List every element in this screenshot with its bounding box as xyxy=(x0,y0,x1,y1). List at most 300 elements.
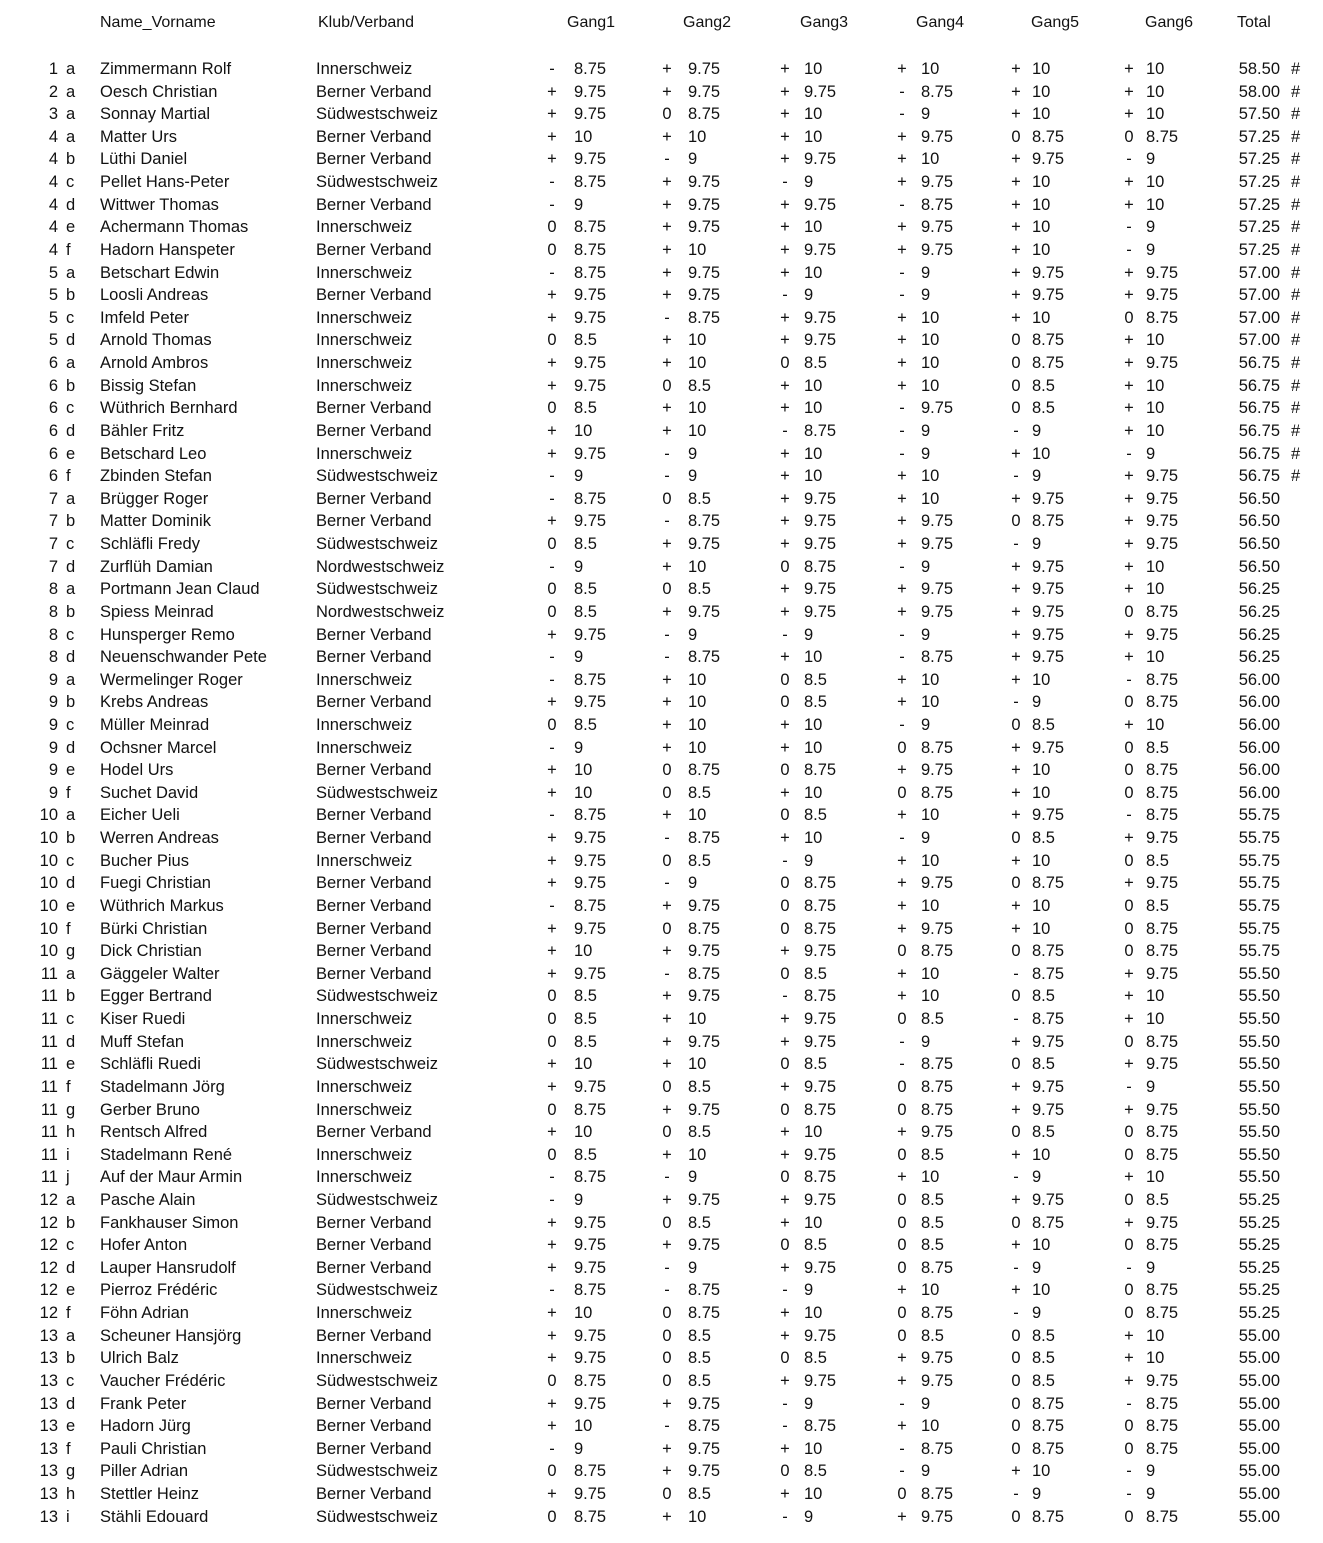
total-cell: 56.75 xyxy=(1238,399,1280,418)
qualification-mark-cell: # xyxy=(1291,173,1301,192)
gang1-points-cell: 9 xyxy=(574,557,584,576)
gang6-points-cell: 8.75 xyxy=(1146,670,1179,689)
gang1-result-cell: - xyxy=(549,173,555,192)
name-cell: Hadorn Jürg xyxy=(100,1417,191,1436)
gang2-points-cell: 9 xyxy=(688,1258,698,1277)
name-cell: Zbinden Stefan xyxy=(100,467,212,486)
name-cell: Kiser Ruedi xyxy=(100,1010,186,1029)
header-name: Name_Vorname xyxy=(100,14,216,31)
gang5-result-cell: + xyxy=(1011,1145,1021,1164)
gang3-result-cell: + xyxy=(780,489,790,508)
rank-cell: 8 xyxy=(48,580,58,599)
gang5-points-cell: 10 xyxy=(1032,105,1051,124)
gang1-result-cell: - xyxy=(549,1281,555,1300)
gang3-result-cell: + xyxy=(780,783,790,802)
gang4-points-cell: 9.75 xyxy=(921,919,954,938)
gang1-result-cell: + xyxy=(547,783,557,802)
gang2-result-cell: + xyxy=(662,173,672,192)
total-cell: 55.00 xyxy=(1238,1349,1280,1368)
rank-cell: 8 xyxy=(48,602,58,621)
gang3-points-cell: 10 xyxy=(804,444,823,463)
gang6-points-cell: 8.5 xyxy=(1146,1191,1169,1209)
gang4-points-cell: 8.5 xyxy=(921,1236,944,1255)
gang3-points-cell: 9.75 xyxy=(804,240,837,259)
total-cell: 55.00 xyxy=(1238,1439,1280,1458)
gang5-points-cell: 9.75 xyxy=(1032,580,1065,599)
rank-cell: 11 xyxy=(40,1145,58,1164)
gang5-points-cell: 10 xyxy=(1032,82,1051,101)
name-cell: Wermelinger Roger xyxy=(100,670,243,689)
rank-suffix-cell: b xyxy=(66,376,76,395)
gang2-points-cell: 8.75 xyxy=(688,648,721,667)
gang5-result-cell: + xyxy=(1011,105,1021,124)
gang6-points-cell: 9.75 xyxy=(1146,489,1179,508)
table-row xyxy=(0,1460,1323,1483)
gang6-result-cell: + xyxy=(1124,1168,1134,1187)
club-cell: Innerschweiz xyxy=(316,376,413,395)
rank-cell: 9 xyxy=(48,761,58,780)
gang5-points-cell: 8.75 xyxy=(1032,1507,1065,1526)
name-cell: Pasche Alain xyxy=(100,1191,196,1209)
gang3-points-cell: 10 xyxy=(804,376,823,395)
gang1-points-cell: 8.5 xyxy=(574,987,597,1006)
gang1-points-cell: 10 xyxy=(574,761,593,780)
gang1-result-cell: + xyxy=(547,512,557,531)
gang3-points-cell: 9.75 xyxy=(804,1191,837,1209)
gang3-points-cell: 9.75 xyxy=(804,150,837,169)
gang1-points-cell: 9.75 xyxy=(574,1326,607,1345)
gang4-points-cell: 9.75 xyxy=(921,874,954,893)
gang5-points-cell: 8.75 xyxy=(1032,1394,1065,1413)
gang5-result-cell: + xyxy=(1011,1236,1021,1255)
gang4-result-cell: + xyxy=(897,60,907,78)
gang4-points-cell: 9.75 xyxy=(921,512,954,531)
gang6-points-cell: 9.75 xyxy=(1146,625,1179,644)
gang3-points-cell: 10 xyxy=(804,467,823,486)
gang1-points-cell: 9.75 xyxy=(574,919,607,938)
gang5-points-cell: 8.5 xyxy=(1032,1349,1055,1368)
table-row xyxy=(0,1212,1323,1235)
qualification-mark-cell: # xyxy=(1291,421,1301,440)
rank-cell: 6 xyxy=(48,421,58,440)
gang1-result-cell: + xyxy=(547,1485,557,1504)
club-cell: Innerschweiz xyxy=(316,354,413,373)
rank-suffix-cell: d xyxy=(66,557,76,576)
rank-suffix-cell: h xyxy=(66,1123,76,1142)
gang2-result-cell: + xyxy=(662,421,672,440)
gang2-points-cell: 8.5 xyxy=(688,1349,711,1368)
gang4-result-cell: 0 xyxy=(897,1485,907,1504)
gang3-points-cell: 9 xyxy=(804,625,814,644)
gang3-points-cell: 9.75 xyxy=(804,308,837,327)
gang5-points-cell: 9.75 xyxy=(1032,1077,1065,1096)
gang1-points-cell: 8.75 xyxy=(574,1168,607,1187)
name-cell: Muff Stefan xyxy=(100,1032,185,1051)
gang4-result-cell: - xyxy=(899,195,905,214)
total-cell: 57.00 xyxy=(1238,263,1280,282)
club-cell: Innerschweiz xyxy=(316,715,413,734)
gang1-result-cell: 0 xyxy=(547,1507,557,1526)
gang1-points-cell: 9.75 xyxy=(574,1213,607,1232)
gang1-points-cell: 10 xyxy=(574,421,593,440)
club-cell: Berner Verband xyxy=(316,1417,432,1436)
gang3-result-cell: - xyxy=(782,1281,788,1300)
name-cell: Vaucher Frédéric xyxy=(100,1371,226,1390)
gang4-points-cell: 10 xyxy=(921,354,940,373)
gang4-result-cell: + xyxy=(897,535,907,554)
gang1-points-cell: 9.75 xyxy=(574,354,607,373)
gang6-result-cell: + xyxy=(1124,987,1134,1006)
name-cell: Stähli Edouard xyxy=(100,1507,209,1526)
gang2-points-cell: 9.75 xyxy=(688,942,721,961)
rank-suffix-cell: d xyxy=(66,195,76,214)
gang1-result-cell: + xyxy=(547,354,557,373)
rank-suffix-cell: c xyxy=(66,308,75,327)
gang6-result-cell: + xyxy=(1124,1349,1134,1368)
gang2-points-cell: 9.75 xyxy=(688,602,721,621)
gang5-points-cell: 8.75 xyxy=(1032,1010,1065,1029)
gang6-points-cell: 10 xyxy=(1146,421,1165,440)
table-row xyxy=(0,601,1323,624)
rank-cell: 8 xyxy=(48,648,58,667)
rank-suffix-cell: a xyxy=(66,1191,76,1209)
name-cell: Gäggeler Walter xyxy=(100,964,220,983)
gang6-result-cell: + xyxy=(1124,580,1134,599)
total-cell: 55.50 xyxy=(1238,964,1280,983)
gang6-result-cell: 0 xyxy=(1124,1507,1134,1526)
name-cell: Lüthi Daniel xyxy=(100,150,188,169)
table-row xyxy=(0,669,1323,692)
gang5-points-cell: 10 xyxy=(1032,783,1051,802)
name-cell: Wüthrich Bernhard xyxy=(100,399,238,418)
gang6-points-cell: 8.75 xyxy=(1146,1304,1179,1323)
table-row xyxy=(0,1166,1323,1189)
gang3-points-cell: 8.75 xyxy=(804,1100,837,1119)
gang5-points-cell: 9.75 xyxy=(1032,648,1065,667)
club-cell: Innerschweiz xyxy=(316,331,413,350)
gang4-result-cell: + xyxy=(897,376,907,395)
gang4-points-cell: 8.5 xyxy=(921,1010,944,1029)
gang2-result-cell: + xyxy=(662,127,672,146)
gang2-result-cell: + xyxy=(662,1055,672,1074)
gang2-points-cell: 10 xyxy=(688,715,707,734)
total-cell: 55.50 xyxy=(1238,1145,1280,1164)
qualification-mark-cell: # xyxy=(1291,195,1301,214)
gang1-result-cell: - xyxy=(549,60,555,78)
gang1-result-cell: + xyxy=(547,693,557,712)
rank-suffix-cell: e xyxy=(66,761,76,780)
rank-suffix-cell: b xyxy=(66,829,76,848)
gang5-result-cell: + xyxy=(1011,218,1021,237)
table-row xyxy=(0,420,1323,443)
gang1-points-cell: 9.75 xyxy=(574,693,607,712)
total-cell: 56.00 xyxy=(1238,715,1280,734)
rank-cell: 13 xyxy=(39,1417,58,1436)
gang1-result-cell: + xyxy=(547,308,557,327)
gang4-points-cell: 10 xyxy=(921,806,940,825)
table-row xyxy=(0,1325,1323,1348)
gang2-result-cell: + xyxy=(662,1236,672,1255)
name-cell: Föhn Adrian xyxy=(100,1304,189,1323)
gang1-result-cell: + xyxy=(547,1394,557,1413)
gang2-result-cell: + xyxy=(662,557,672,576)
gang2-points-cell: 8.75 xyxy=(688,761,721,780)
gang5-result-cell: + xyxy=(1011,1077,1021,1096)
total-cell: 55.00 xyxy=(1238,1462,1280,1481)
gang6-points-cell: 8.5 xyxy=(1146,851,1169,870)
gang3-result-cell: + xyxy=(780,829,790,848)
gang3-points-cell: 8.5 xyxy=(804,1462,827,1481)
gang1-result-cell: 0 xyxy=(547,399,557,418)
gang4-points-cell: 9.75 xyxy=(921,218,954,237)
gang2-points-cell: 8.75 xyxy=(688,105,721,124)
total-cell: 55.25 xyxy=(1238,1236,1280,1255)
gang4-result-cell: + xyxy=(897,851,907,870)
club-cell: Berner Verband xyxy=(316,240,432,259)
club-cell: Berner Verband xyxy=(316,1326,432,1345)
gang1-result-cell: + xyxy=(547,1304,557,1323)
club-cell: Südwestschweiz xyxy=(316,1371,438,1390)
club-cell: Südwestschweiz xyxy=(316,1055,438,1074)
gang6-points-cell: 9 xyxy=(1146,150,1156,169)
total-cell: 56.00 xyxy=(1238,670,1280,689)
gang4-result-cell: + xyxy=(897,150,907,169)
gang6-points-cell: 10 xyxy=(1146,1326,1165,1345)
club-cell: Berner Verband xyxy=(316,195,432,214)
gang3-result-cell: + xyxy=(780,535,790,554)
gang3-result-cell: + xyxy=(780,240,790,259)
rank-cell: 12 xyxy=(39,1258,58,1277)
rank-cell: 10 xyxy=(39,829,58,848)
gang3-result-cell: + xyxy=(780,399,790,418)
gang5-result-cell: + xyxy=(1011,489,1021,508)
gang6-result-cell: 0 xyxy=(1124,1304,1134,1323)
gang6-result-cell: 0 xyxy=(1124,896,1134,915)
gang6-result-cell: + xyxy=(1124,648,1134,667)
gang4-points-cell: 9.75 xyxy=(921,127,954,146)
gang4-result-cell: + xyxy=(897,693,907,712)
gang3-points-cell: 9.75 xyxy=(804,489,837,508)
club-cell: Südwestschweiz xyxy=(316,1281,438,1300)
gang4-points-cell: 9.75 xyxy=(921,1507,954,1526)
gang5-result-cell: 0 xyxy=(1011,874,1021,893)
table-row xyxy=(0,804,1323,827)
gang1-points-cell: 8.5 xyxy=(574,535,597,554)
gang3-points-cell: 10 xyxy=(804,105,823,124)
gang2-points-cell: 10 xyxy=(688,693,707,712)
rank-suffix-cell: d xyxy=(66,331,76,350)
rank-suffix-cell: d xyxy=(66,648,76,667)
rank-suffix-cell: j xyxy=(66,1168,70,1187)
gang3-points-cell: 9.75 xyxy=(804,195,837,214)
qualification-mark-cell: # xyxy=(1291,82,1301,101)
gang1-points-cell: 8.75 xyxy=(574,240,607,259)
gang5-result-cell: + xyxy=(1011,286,1021,305)
gang5-points-cell: 10 xyxy=(1032,761,1051,780)
rank-suffix-cell: c xyxy=(66,851,75,870)
rank-cell: 13 xyxy=(39,1462,58,1481)
table-row xyxy=(0,1234,1323,1257)
gang4-result-cell: 0 xyxy=(897,942,907,961)
club-cell: Berner Verband xyxy=(316,1394,432,1413)
gang2-result-cell: + xyxy=(662,82,672,101)
gang3-result-cell: + xyxy=(780,1010,790,1029)
gang6-result-cell: 0 xyxy=(1124,783,1134,802)
gang6-points-cell: 10 xyxy=(1146,331,1165,350)
gang5-points-cell: 9.75 xyxy=(1032,625,1065,644)
gang4-points-cell: 9 xyxy=(921,625,931,644)
gang4-result-cell: - xyxy=(899,399,905,418)
gang3-result-cell: 0 xyxy=(780,919,790,938)
gang1-points-cell: 8.75 xyxy=(574,670,607,689)
name-cell: Schläfli Fredy xyxy=(100,535,200,554)
gang1-points-cell: 9.75 xyxy=(574,1394,607,1413)
gang6-result-cell: 0 xyxy=(1124,1032,1134,1051)
gang6-points-cell: 8.75 xyxy=(1146,783,1179,802)
gang5-result-cell: - xyxy=(1013,535,1019,554)
gang4-result-cell: + xyxy=(897,512,907,531)
gang6-result-cell: + xyxy=(1124,421,1134,440)
header-gang5: Gang5 xyxy=(1031,14,1080,31)
gang4-result-cell: + xyxy=(897,761,907,780)
gang4-points-cell: 8.75 xyxy=(921,1304,954,1323)
gang5-points-cell: 8.5 xyxy=(1032,829,1055,848)
gang3-result-cell: - xyxy=(782,173,788,192)
rank-suffix-cell: c xyxy=(66,625,75,644)
rank-suffix-cell: a xyxy=(66,489,76,508)
rank-suffix-cell: a xyxy=(66,82,76,101)
gang2-points-cell: 9.75 xyxy=(688,1191,721,1209)
rank-cell: 13 xyxy=(39,1349,58,1368)
gang3-points-cell: 8.75 xyxy=(804,919,837,938)
gang5-result-cell: + xyxy=(1011,670,1021,689)
name-cell: Imfeld Peter xyxy=(100,308,189,327)
club-cell: Südwestschweiz xyxy=(316,580,438,599)
rank-suffix-cell: d xyxy=(66,1258,76,1277)
name-cell: Stettler Heinz xyxy=(100,1485,200,1504)
gang5-points-cell: 9.75 xyxy=(1032,806,1065,825)
name-cell: Portmann Jean Claud xyxy=(100,580,260,599)
gang6-result-cell: 0 xyxy=(1124,919,1134,938)
gang3-points-cell: 8.5 xyxy=(804,1236,827,1255)
gang2-result-cell: - xyxy=(664,625,670,644)
gang2-result-cell: 0 xyxy=(662,1123,672,1142)
gang2-result-cell: - xyxy=(664,1417,670,1436)
name-cell: Werren Andreas xyxy=(100,829,219,848)
gang5-points-cell: 10 xyxy=(1032,60,1051,78)
rank-suffix-cell: a xyxy=(66,806,76,825)
gang5-points-cell: 8.75 xyxy=(1032,512,1065,531)
gang1-points-cell: 8.5 xyxy=(574,1145,597,1164)
gang2-points-cell: 8.5 xyxy=(688,376,711,395)
total-cell: 56.50 xyxy=(1238,535,1280,554)
total-cell: 57.25 xyxy=(1238,195,1280,214)
total-cell: 56.50 xyxy=(1238,557,1280,576)
rank-suffix-cell: b xyxy=(66,512,76,531)
gang3-result-cell: + xyxy=(780,467,790,486)
gang3-result-cell: + xyxy=(780,218,790,237)
gang1-result-cell: 0 xyxy=(547,1145,557,1164)
rank-cell: 7 xyxy=(48,535,58,554)
gang4-result-cell: + xyxy=(897,896,907,915)
gang2-result-cell: 0 xyxy=(662,1213,672,1232)
gang2-points-cell: 9.75 xyxy=(688,60,721,78)
gang2-result-cell: + xyxy=(662,602,672,621)
rank-suffix-cell: c xyxy=(66,399,75,418)
gang1-points-cell: 9.75 xyxy=(574,1349,607,1368)
total-cell: 56.25 xyxy=(1238,602,1280,621)
gang6-result-cell: 0 xyxy=(1124,1281,1134,1300)
gang5-points-cell: 9 xyxy=(1032,1168,1042,1187)
club-cell: Innerschweiz xyxy=(316,1168,413,1187)
rank-suffix-cell: a xyxy=(66,1326,76,1345)
gang6-points-cell: 10 xyxy=(1146,648,1165,667)
gang5-result-cell: + xyxy=(1011,557,1021,576)
table-row xyxy=(0,646,1323,669)
gang6-result-cell: 0 xyxy=(1124,308,1134,327)
name-cell: Bürki Christian xyxy=(100,919,208,938)
gang3-result-cell: - xyxy=(782,851,788,870)
gang5-result-cell: + xyxy=(1011,173,1021,192)
gang4-result-cell: 0 xyxy=(897,1326,907,1345)
gang5-result-cell: 0 xyxy=(1011,715,1021,734)
gang6-result-cell: + xyxy=(1124,173,1134,192)
gang2-result-cell: + xyxy=(662,693,672,712)
gang2-points-cell: 8.75 xyxy=(688,964,721,983)
gang2-points-cell: 9.75 xyxy=(688,173,721,192)
club-cell: Südwestschweiz xyxy=(316,105,438,124)
gang6-result-cell: 0 xyxy=(1124,851,1134,870)
rank-suffix-cell: f xyxy=(66,919,71,938)
gang1-points-cell: 9 xyxy=(574,648,584,667)
gang2-points-cell: 9.75 xyxy=(688,1236,721,1255)
gang6-points-cell: 8.75 xyxy=(1146,1507,1179,1526)
gang5-result-cell: 0 xyxy=(1011,376,1021,395)
rank-cell: 4 xyxy=(48,127,58,146)
gang3-result-cell: 0 xyxy=(780,1236,790,1255)
gang6-points-cell: 8.75 xyxy=(1146,1281,1179,1300)
gang4-result-cell: 0 xyxy=(897,1304,907,1323)
gang3-result-cell: 0 xyxy=(780,1349,790,1368)
total-cell: 55.00 xyxy=(1238,1507,1280,1526)
gang6-result-cell: + xyxy=(1124,1213,1134,1232)
gang5-points-cell: 9 xyxy=(1032,467,1042,486)
gang2-result-cell: - xyxy=(664,874,670,893)
gang3-points-cell: 8.75 xyxy=(804,557,837,576)
table-row xyxy=(0,1483,1323,1506)
gang5-result-cell: - xyxy=(1013,421,1019,440)
gang4-result-cell: + xyxy=(897,1417,907,1436)
rank-cell: 1 xyxy=(48,60,58,78)
gang2-points-cell: 10 xyxy=(688,557,707,576)
total-cell: 55.25 xyxy=(1238,1304,1280,1323)
gang2-result-cell: - xyxy=(664,444,670,463)
gang6-result-cell: + xyxy=(1124,715,1134,734)
gang2-points-cell: 9.75 xyxy=(688,1462,721,1481)
gang1-result-cell: + xyxy=(547,421,557,440)
rank-suffix-cell: e xyxy=(66,896,76,915)
qualification-mark-cell: # xyxy=(1291,240,1301,259)
gang6-points-cell: 8.75 xyxy=(1146,942,1179,961)
gang4-points-cell: 10 xyxy=(921,1168,940,1187)
gang4-result-cell: + xyxy=(897,1168,907,1187)
table-row xyxy=(0,1506,1323,1529)
gang1-points-cell: 8.75 xyxy=(574,173,607,192)
gang1-result-cell: - xyxy=(549,738,555,757)
gang3-points-cell: 9.75 xyxy=(804,1258,837,1277)
table-row xyxy=(0,352,1323,375)
table-row xyxy=(0,465,1323,488)
